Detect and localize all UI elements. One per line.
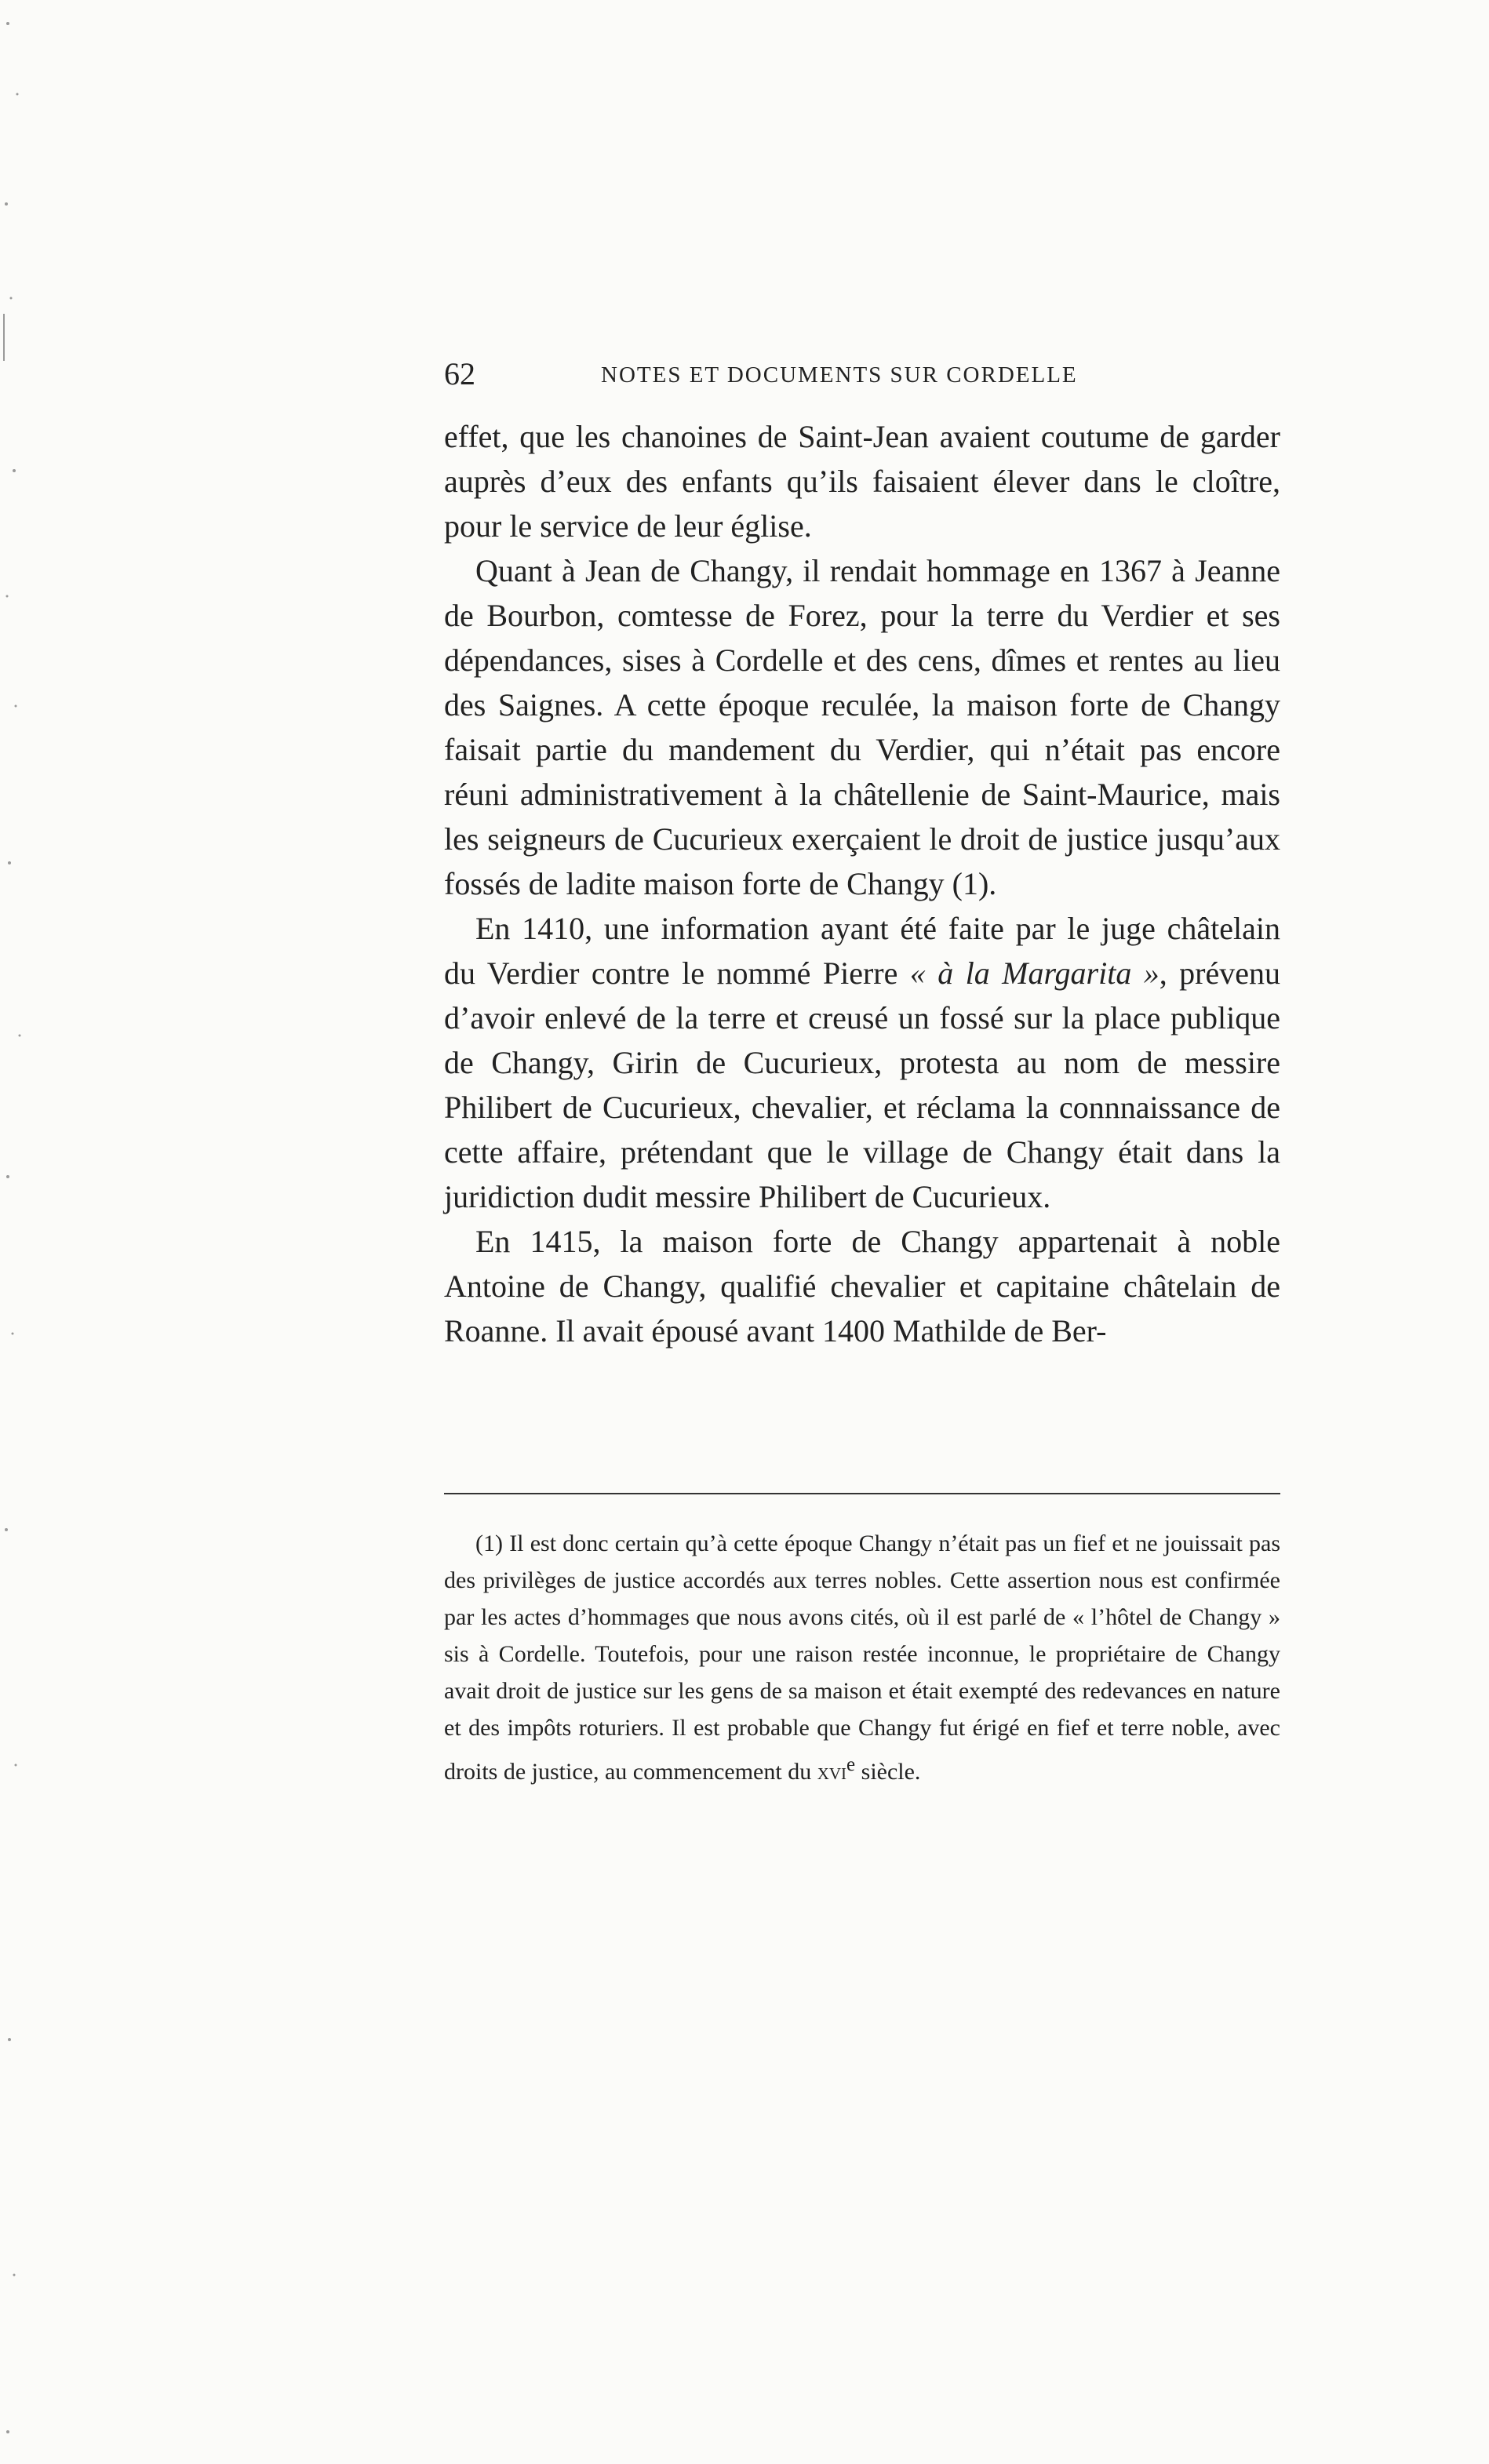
page-number: 62 <box>444 356 475 391</box>
running-title: NOTES ET DOCUMENTS SUR CORDELLE <box>601 362 1078 388</box>
paragraph-1: effet, que les chanoines de Saint-Jean avaient coutume de garder auprès d’eux des enfants qu’ils faisaient élever dans le cloître, pour le service de leur église. <box>444 419 1280 544</box>
paragraph-3-text-start: En 1410, une information ayant été faite par le juge châtelain du Verdier contre le nommé Pierre <box>444 911 1280 991</box>
left-margin-specks <box>0 0 47 2464</box>
footnote-century: xvi <box>817 1759 847 1785</box>
paragraph-3 <box>444 906 1280 1219</box>
paragraph-3-text-end: , prévenu d’avoir enlevé de la terre et creusé un fossé sur la place publique de Changy, Girin de Cucurieux, protesta au nom de messire Philibert de Cucurieux, chevalier, et réclama la connnaissance de cette affaire, prétendant que le village de Changy était dans la juridiction dudit messire Philibert de Cucurieux. <box>444 955 1280 1214</box>
main-text <box>444 414 1280 1353</box>
paragraph-4: En 1415, la maison forte de Changy appartenait à noble Antoine de Changy, qualifié chevalier et capitaine châtelain de Roanne. Il avait épousé avant 1400 Mathilde de Ber- <box>444 1224 1280 1348</box>
footnote <box>444 1525 1280 1790</box>
footnote-separator <box>444 1493 1280 1494</box>
page-header <box>444 355 1280 394</box>
footnote-text-end: siècle. <box>855 1759 921 1785</box>
paragraph-3-italic-name: « à la Margarita » <box>909 955 1160 991</box>
footnote-century-suffix: e <box>846 1754 856 1775</box>
footnote-text-start: (1) Il est donc certain qu’à cette époque Changy n’était pas un fief et ne jouissait pas des privilèges de justice accordés aux terres nobles. Cette assertion nous est confirmée par les actes d’hommages que nous avons cités, où il est parlé de « l’hôtel de Changy » sis à Cordelle. Toutefois, pour une raison restée inconnue, le propriétaire de Changy avait droit de justice sur les gens de sa maison et était exempté des redevances en nature et des impôts roturiers. Il est probable que Changy fut érigé en fief et terre noble, avec droits de justice, au commencement du <box>444 1530 1280 1785</box>
footnote-1 <box>444 1525 1280 1790</box>
paragraph-2: Quant à Jean de Changy, il rendait hommage en 1367 à Jeanne de Bourbon, comtesse de Forez, pour la terre du Verdier et ses dépendances, sises à Cordelle et des cens, dîmes et rentes au lieu des Saignes. A cette époque reculée, la maison forte de Changy faisait partie du mandement du Verdier, qui n’était pas encore réuni administrativement à la châtellenie de Saint-Maurice, mais les seigneurs de Cucurieux exerçaient le droit de justice jusqu’aux fossés de ladite maison forte de Changy (1). <box>444 553 1280 901</box>
